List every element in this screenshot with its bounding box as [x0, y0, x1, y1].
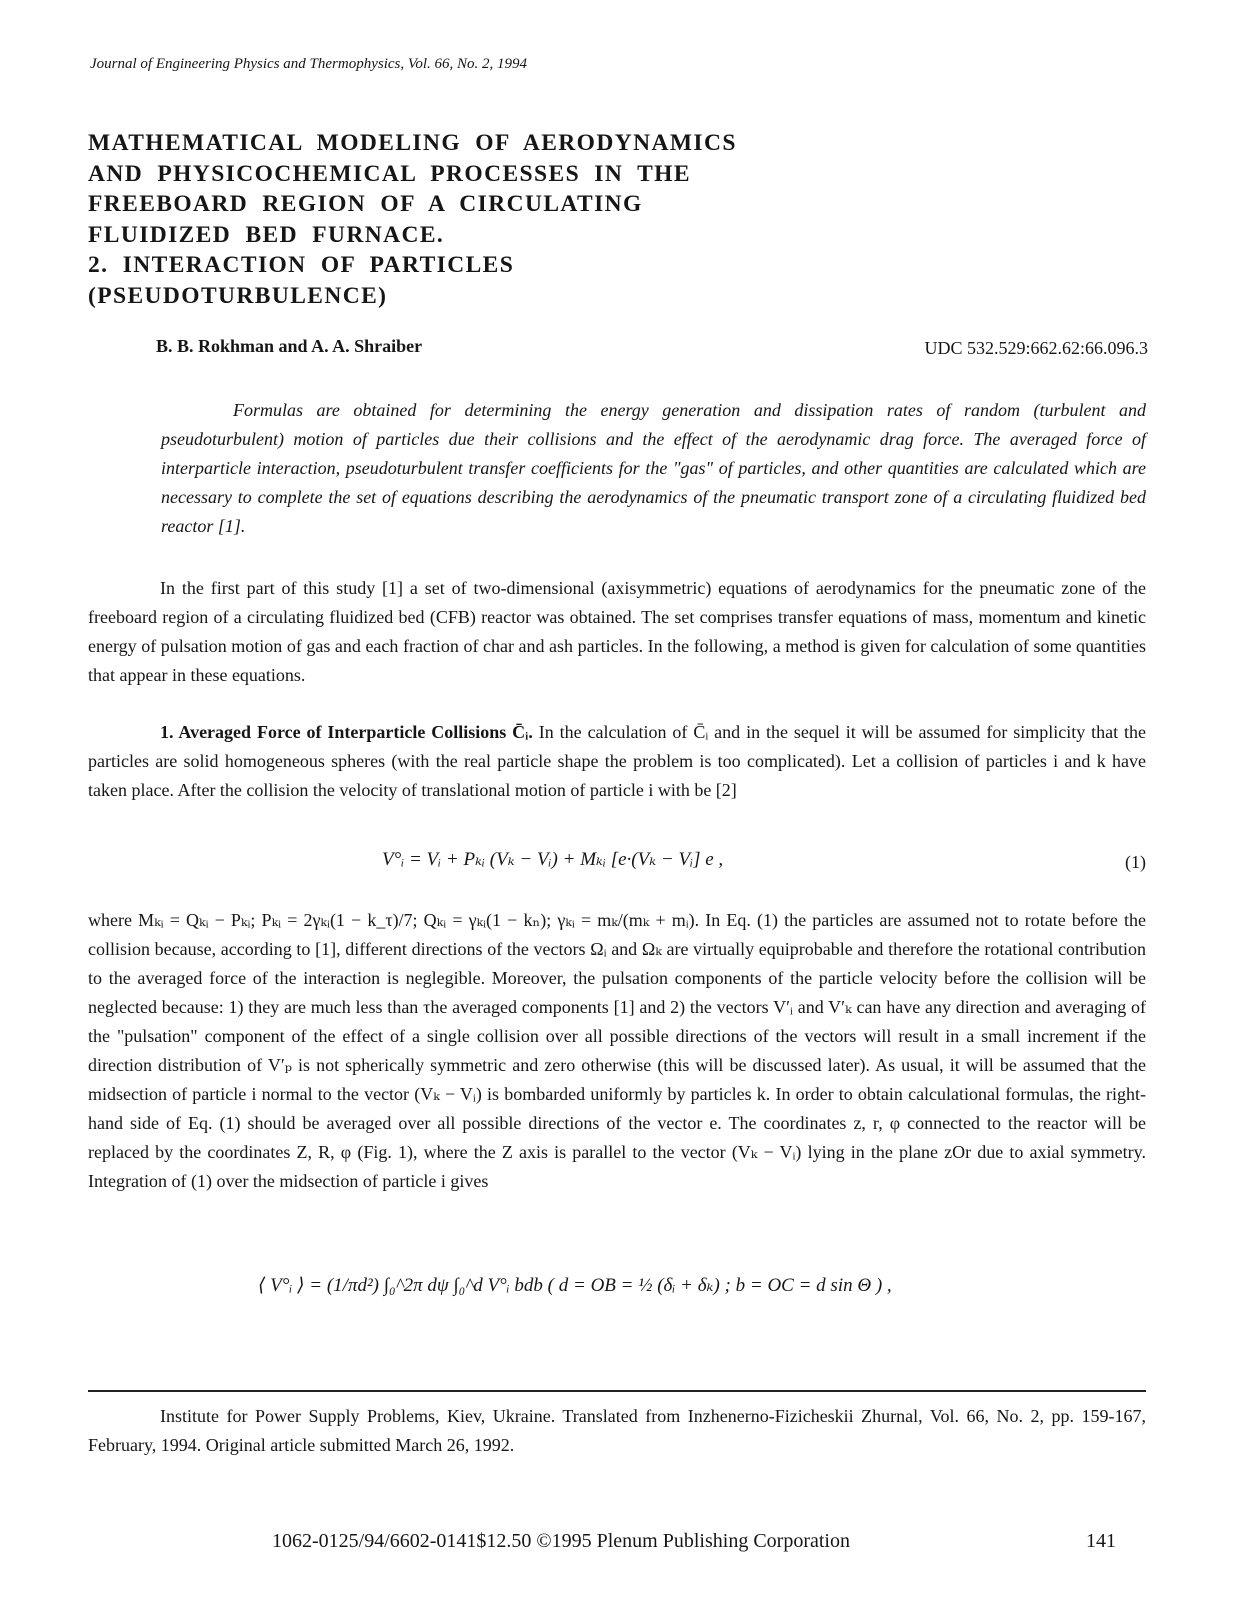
paragraph-intro: In the first part of this study [1] a set of two-dimensional (axisymmetric) equations of aerodynamics for the pneumatic zone of the freeboard region of a circulating fluidized bed (CFB) reactor was obtained. The set comprises transfer equations of mass, momentum and kinetic energy of pulsation motion of gas and each fraction of char and ash particles. In the following, a method is given for calculation of some quantities that appear in these equations. — [88, 578, 1146, 685]
authors: B. B. Rokhman and A. A. Shraiber — [156, 336, 423, 356]
title-line: AND PHYSICOCHEMICAL PROCESSES IN THE — [88, 160, 691, 187]
title-line: (PSEUDOTURBULENCE) — [88, 282, 388, 309]
title-line: MATHEMATICAL MODELING OF AERODYNAMICS — [88, 130, 737, 156]
paragraph-where: where Mₖᵢ = Qₖᵢ − Pₖᵢ; Pₖᵢ = 2γₖᵢ(1 − k_τ)/7; Qₖᵢ = γₖᵢ(1 − kₙ); γₖᵢ = mₖ/(mₖ + mᵢ). In Eq. (1) the particles are assumed not to rotate before the collision because, according to [1], different directions of the vectors Ωᵢ and Ωₖ are virtually equiprobable and therefore the rotational contribution to the averaged force of the interaction is neglegible. Moreover, the pulsation components of the particle velocity before the collision will be neglected because: 1) they are much less than τhe averaged components [1] and 2) the vectors V′ᵢ and V′ₖ can have any direction and averaging of the "pulsation" component of the effect of a single collision over all possible directions of the vectors will result in a small increment if the direction distribution of V′ₚ is not spherically symmetric and zero otherwise (this will be discussed later). As usual, it will be assumed that the midsection of particle i normal to the vector (Vₖ − Vᵢ) is bombarded uniformly by particles k. In order to obtain calculational formulas, the right-hand side of Eq. (1) should be averaged over all possible directions of the vector e. The coordinates z, r, φ connected to the reactor will be replaced by the coordinates Z, R, φ (Fig. 1), where the Z axis is parallel to the vector (Vₖ − Vᵢ) lying in the plane zOr due to axial symmetry. Integration of (1) over the midsection of particle i gives — [88, 910, 1146, 1191]
footnote: Institute for Power Supply Problems, Kiev, Ukraine. Translated from Inzhenerno-Fizicheskii Zhurnal, Vol. 66, No. 2, pp. 159-167, February, 1994. Original article submitted March 26, 1992. — [88, 1406, 1146, 1455]
abstract: Formulas are obtained for determining the energy generation and dissipation rates of random (turbulent and pseudoturbulent) motion of particles due their collisions and the effect of the aerodynamic drag force. The averaged force of interparticle interaction, pseudoturbulent transfer coefficients for the "gas" of particles, and other quantities are calculated which are necessary to complete the set of equations describing the aerodynamics of the pneumatic transport zone of a circulating fluidized bed reactor [1]. — [161, 400, 1146, 536]
section-1-text: In the calculation of C̄ᵢ and in the sequel it will be assumed for simplicity that the particles are solid homogeneous spheres (with the real particle shape the problem is too complicated). Let a collision of particles i and k have taken place. After the collision the velocity of translational motion of particle i with be [2] — [88, 722, 1147, 800]
equation-2: ⟨ V°ᵢ ⟩ = (1/πd²) ∫₀^2π dψ ∫₀^d V°ᵢ bdb ( d = OB = ½ (δᵢ + δₖ) ; b = OC = d sin Θ ) , — [258, 1275, 892, 1296]
section-1-paragraph — [88, 718, 1146, 805]
article-title — [88, 128, 788, 311]
title-line: 2. INTERACTION OF PARTICLES — [88, 252, 515, 278]
equation-1: V°ᵢ = Vᵢ + Pₖᵢ (Vₖ − Vᵢ) + Mₖᵢ [e·(Vₖ − Vᵢ] e , — [382, 849, 724, 870]
equation-1-number: (1) — [1125, 852, 1146, 872]
footnote-rule — [88, 1390, 1146, 1392]
udc-code: UDC 532.529:662.62:66.096.3 — [924, 338, 1148, 358]
journal-header: Journal of Engineering Physics and Thermophysics, Vol. 66, No. 2, 1994 — [90, 56, 528, 72]
page-number: 141 — [1086, 1530, 1116, 1552]
section-1-heading: 1. Averaged Force of Interparticle Collisions C̄ᵢ. — [160, 722, 533, 742]
title-line: FLUIDIZED BED FURNACE. — [88, 221, 445, 248]
title-line: FREEBOARD REGION OF A CIRCULATING — [88, 191, 643, 217]
copyright-line: 1062-0125/94/6602-0141$12.50 ©1995 Plenum Publishing Corporation — [272, 1530, 850, 1552]
